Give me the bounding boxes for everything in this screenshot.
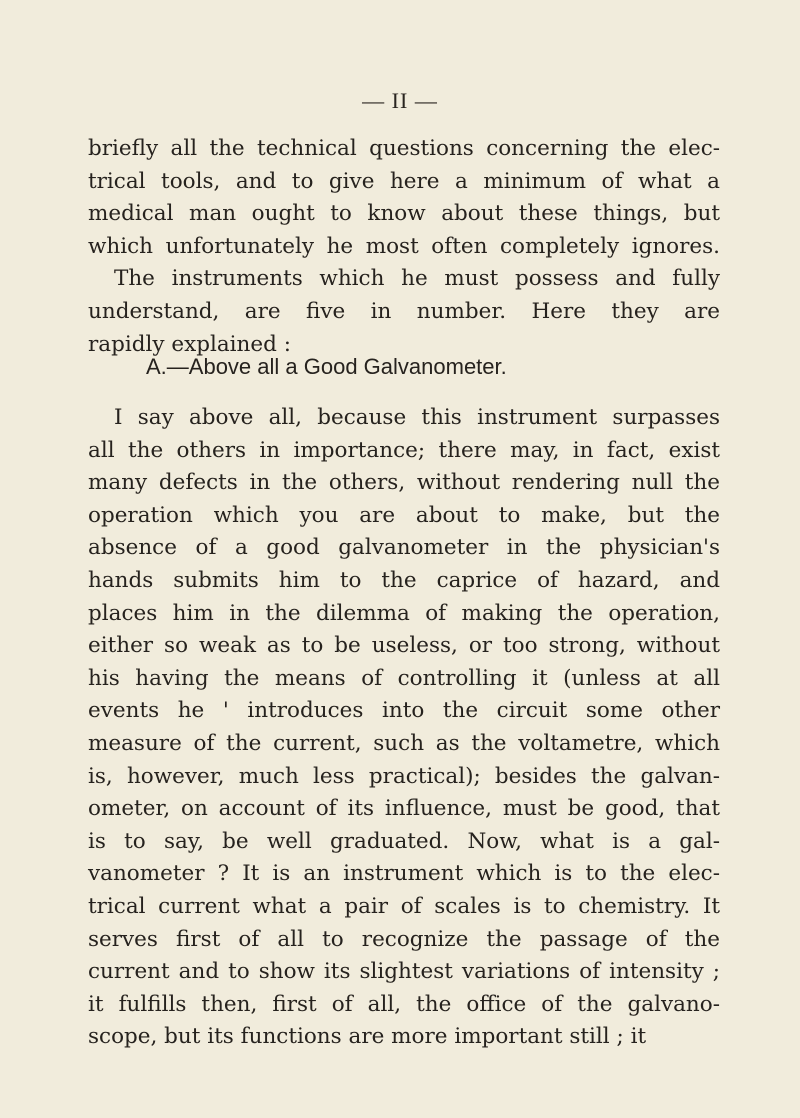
- text-line: serves first of all to recognize the passage of the: [88, 926, 720, 952]
- intro-paragraph: [88, 133, 720, 361]
- text-line: I say above all, because this instrument surpasses: [114, 405, 720, 430]
- text-line: medical man ought to know about these things, but: [88, 201, 720, 227]
- text-line: rapidly explained :: [88, 331, 291, 357]
- text-line: The instruments which he must possess and fully: [114, 266, 720, 292]
- body-paragraph: [88, 402, 720, 1054]
- text-line: current and to show its slightest variations of intensity ;: [88, 959, 720, 985]
- text-line: his having the means of controlling it (unless at all: [88, 665, 720, 691]
- text-line: is to say, be well graduated. Now, what is a gal-: [88, 828, 720, 854]
- text-line: scope, but its functions are more important still ; it: [88, 1024, 647, 1050]
- text-line: trical tools, and to give here a minimum of what a: [88, 168, 720, 194]
- text-line: briefly all the technical questions concerning the elec-: [88, 136, 720, 161]
- text-line: which unfortunately he most often completely ignores.: [88, 233, 720, 259]
- text-line: measure of the current, such as the voltametre, which: [88, 730, 720, 756]
- text-line: absence of a good galvanometer in the physician's: [88, 535, 720, 561]
- page-number: — II —: [362, 88, 438, 113]
- text-line: vanometer ? It is an instrument which is to the elec-: [88, 861, 720, 887]
- text-line: operation which you are about to make, but the: [88, 502, 720, 528]
- text-line: it fulfills then, first of all, the office of the galvano-: [88, 991, 720, 1017]
- text-line: trical current what a pair of scales is to chemistry. It: [88, 893, 720, 919]
- section-heading: A.—Above all a Good Galvanometer.: [146, 354, 507, 379]
- text-line: hands submits him to the caprice of hazard, and: [88, 567, 720, 593]
- text-line: all the others in importance; there may, in fact, exist: [88, 437, 720, 463]
- text-line: ometer, on account of its influence, must be good, that: [88, 796, 720, 822]
- text-line: is, however, much less practical); besides the galvan-: [88, 763, 720, 789]
- text-line: places him in the dilemma of making the operation,: [88, 600, 720, 626]
- text-line: events he ' introduces into the circuit some other: [88, 698, 720, 724]
- text-line: many defects in the others, without rendering null the: [88, 470, 720, 496]
- text-line: understand, are five in number. Here they are: [88, 298, 720, 324]
- text-line: either so weak as to be useless, or too strong, without: [88, 633, 720, 659]
